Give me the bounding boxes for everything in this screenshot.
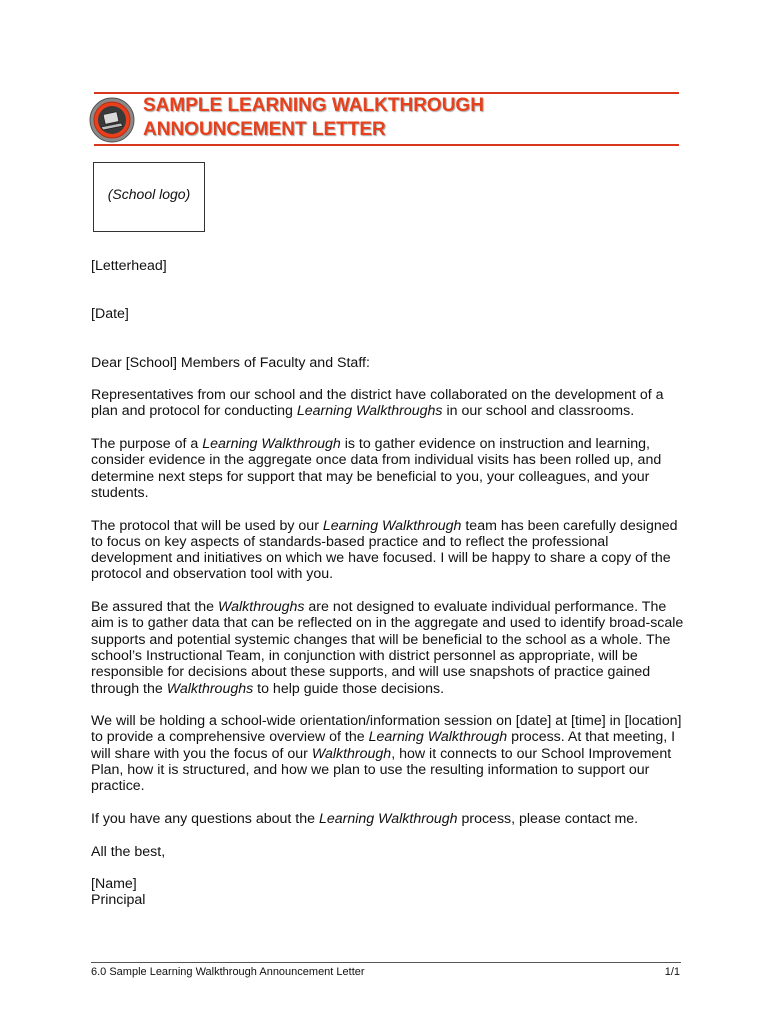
emphasis-text: Learning Walkthrough [318,810,458,827]
school-logo-placeholder: (School logo) [93,162,205,232]
body-text: Representatives from our school and the district have collaborated on the development of a plan and protocol for conducting [91,387,664,420]
emphasis-text: Walkthrough [311,745,392,762]
emphasis-text: Learning Walkthroughs [296,403,443,420]
footer-rule [91,962,681,963]
signature-name: [Name] [91,876,137,893]
letter-body [91,258,686,925]
footer-document-title: 6.0 Sample Learning Walkthrough Announcement Letter [91,966,365,978]
body-text: We will be holding a school-wide orientation/information session on [date] at [time] in [location] to provide a comprehensive overview of the [91,713,682,746]
emphasis-text: Walkthroughs [166,680,254,697]
signature-role: Principal [91,892,146,909]
body-text: The protocol that will be used by our [91,517,323,534]
emphasis-text: Learning Walkthrough [322,517,462,534]
emphasis-text: Learning Walkthrough [202,436,341,453]
paragraph-2 [91,436,686,501]
body-text: to help guide those decisions. [253,680,445,697]
body-text: , how it connects to our School Improvement Plan, how it is structured, and how we plan to use the resulting information to support our practice. [91,745,672,795]
paragraph-3 [91,518,686,583]
footer-page-number: 1/1 [664,966,680,978]
letter-date: [Date] [91,306,129,323]
body-text: process, please contact me. [457,810,639,827]
emphasis-text: Walkthroughs [217,599,305,616]
body-text: in our school and classrooms. [442,403,635,420]
paragraph-5 [91,713,686,794]
body-text: The purpose of a [91,436,203,453]
title-line-1: SAMPLE LEARNING WALKTHROUGH [143,95,484,116]
page-title [143,94,683,142]
emphasis-text: Learning Walkthrough [368,729,508,746]
title-line-2: ANNOUNCEMENT LETTER [143,119,386,140]
body-text: If you have any questions about the [91,810,319,827]
body-text: process. At that meeting, I will share with you the focus of our [91,729,676,762]
laptop-badge-icon [88,96,136,144]
body-text: Be assured that the [91,599,218,616]
letterhead: [Letterhead] [91,258,167,274]
header-rule-bottom [94,144,679,146]
body-text: are not designed to evaluate individual performance. The aim is to gather data that can be reflected on in the aggregate and used to identify broad-scale supports and potential systemic changes that will be beneficial to the school as a whole. The school’s Instructional Team, in conjunction with district personnel as appropriate, will be responsible for decisions about these supports, and will use snapshots of practice gained through the [91,599,684,697]
body-text: is to gather evidence on instruction and learning, consider evidence in the aggregate once data from individual visits has been rolled up, and determine next steps for support that may be beneficial to you, your colleagues, and your students. [91,436,662,501]
body-text: team has been carefully designed to focus on key aspects of standards-based practice and to reflect the professional development and initiatives on which we have focused. I will be happy to share a copy of the protocol and observation tool with you. [91,517,678,583]
paragraph-4 [91,599,686,697]
paragraph-1 [91,387,686,420]
closing: All the best, [91,843,166,860]
paragraph-6 [91,811,686,827]
greeting: Dear [School] Members of Faculty and Staff: [91,354,370,371]
